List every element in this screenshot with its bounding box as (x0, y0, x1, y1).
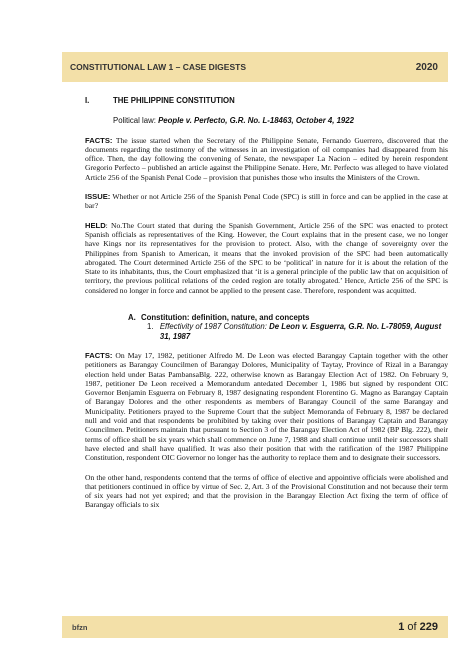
subitem-number: 1. (147, 322, 154, 332)
subitem-text (160, 322, 448, 341)
section-numeral: I. (85, 96, 90, 105)
document-year: 2020 (415, 61, 438, 73)
held-text: : No.The Court stated that during the Spanish Government, Article 256 of the SPC was enacted to protect Spanish officials as representatives of the King. However, the Court explains that in the present case, we no longer have Kings nor its representatives for the provision to protect. Also, with the change of sovereignty over the Philippines from Spanish to American, it means that the invoked provision of the SPC had been automatically abrogated. The Court determined Article 256 of the SPC to be ‘political’ in nature for it is about the relation of the State to its inhabitants, thus, the Court emphasized that ‘it is a general principle of the public law that on acquisition of territory, the previous political relations of the ceded region are totally abrogated.’ Hence, Article 256 of the SPC is considered no longer in force and cannot be applied to the present case. Therefore, respondent was acquitted. (85, 220, 448, 295)
subitem-label: Effectivity of 1987 Constitution: (159, 322, 270, 332)
header-bar (62, 52, 448, 82)
footer-bar (62, 616, 448, 638)
facts-text: The issue started when the Secretary of the Philippine Senate, Fernando Guerrero, discovered that the documents regarding the testimony of the witnesses in an investigation of oil companies had disappeared from his office. Then, the day following the convening of Senate, the newspaper La Nacion – edited by herein respondent Gregorio Perfecto – published an article against the Philippine Senate. Here, Mr. Perfecto was alleged to have violated Article 256 of the Spanish Penal Code – provision that punishes those who insults the Ministers of the Crown. (85, 135, 448, 182)
issue-paragraph (85, 192, 448, 211)
page-total: 229 (419, 621, 438, 633)
case-citation: People v. Perfecto, G.R. No. L-18463, October 4, 1922 (158, 116, 354, 126)
case-topic: Political law: (113, 116, 159, 126)
footer-brand: bfzn (72, 622, 88, 632)
facts-paragraph-2 (85, 351, 448, 463)
issue-text: Whether or not Article 256 of the Spanish Penal Code (SPC) is still in force and can be applied in the case at bar? (85, 192, 448, 211)
page-number: 1 (398, 621, 405, 633)
subitem-heading (85, 322, 448, 341)
held-label: HELD (85, 220, 106, 230)
subsection-letter: A. (128, 313, 136, 323)
facts-label-2: FACTS: (85, 350, 113, 360)
document-body (85, 96, 448, 510)
section-heading (85, 96, 448, 105)
facts-label: FACTS: (85, 135, 113, 145)
page-of-label: of (407, 621, 417, 633)
facts-paragraph (85, 136, 448, 182)
issue-label: ISSUE: (85, 192, 111, 202)
case-citation-line (85, 116, 448, 125)
document-title: CONSTITUTIONAL LAW 1 – CASE DIGESTS (70, 62, 246, 72)
held-paragraph (85, 221, 448, 295)
subsection-heading (85, 313, 448, 322)
subitem-citation: De Leon v. Esguerra, G.R. No. L-78059, August 31, 1987 (159, 322, 442, 341)
respondents-paragraph: On the other hand, respondents contend that the terms of office of elective and appointive officials were abolished and that petitioners continued in office by virtue of Sec. 2, Art. 3 of the Provisional Constitution and not because their term of six years had not yet expired; and that the provision in the Barangay Election Act fixing the term of office of Barangay officials to six (85, 472, 448, 510)
facts-text-2: On May 17, 1982, petitioner Alfredo M. De Leon was elected Barangay Captain together with the other petitioners as Barangay Councilmen of Barangay Dolores, Municipality of Taytay, Province of Rizal in a Barangay election held under Batas PambansaBlg. 222, otherwise known as Barangay Election Act of 1982. On February 9, 1987, petitioner De Leon received a Memorandum antedated December 1, 1986 but signed by respondent OIC Governor Benjamin Esguerra on February 8, 1987 designating respondent Florentino G. Magno as Barangay Captain of Barangay Dolores and the other respondents as members of Barangay Council of the same Barangay and Municipality. Petitioners prayed to the Supreme Court that the subject Memoranda of February 8, 1987 be declared null and void and that respondents be prohibited by taking over their positions of Barangay Captain and Barangay Councilmen. Petitioners maintain that pursuant to Section 3 of the Barangay Election Act of 1982 (BP Blg. 222), their terms of office shall be six years which shall commence on June 7, 1988 and shall continue until their successors shall have elected and shall have qualified. It was also their position that with the ratification of the 1987 Philippine Constitution, respondent OIC Governor no longer has the authority to replace them and to designate their successors. (85, 350, 448, 463)
subsection-title: Constitution: definition, nature, and concepts (141, 313, 310, 323)
page-indicator (398, 621, 438, 633)
section-title: THE PHILIPPINE CONSTITUTION (113, 96, 235, 105)
